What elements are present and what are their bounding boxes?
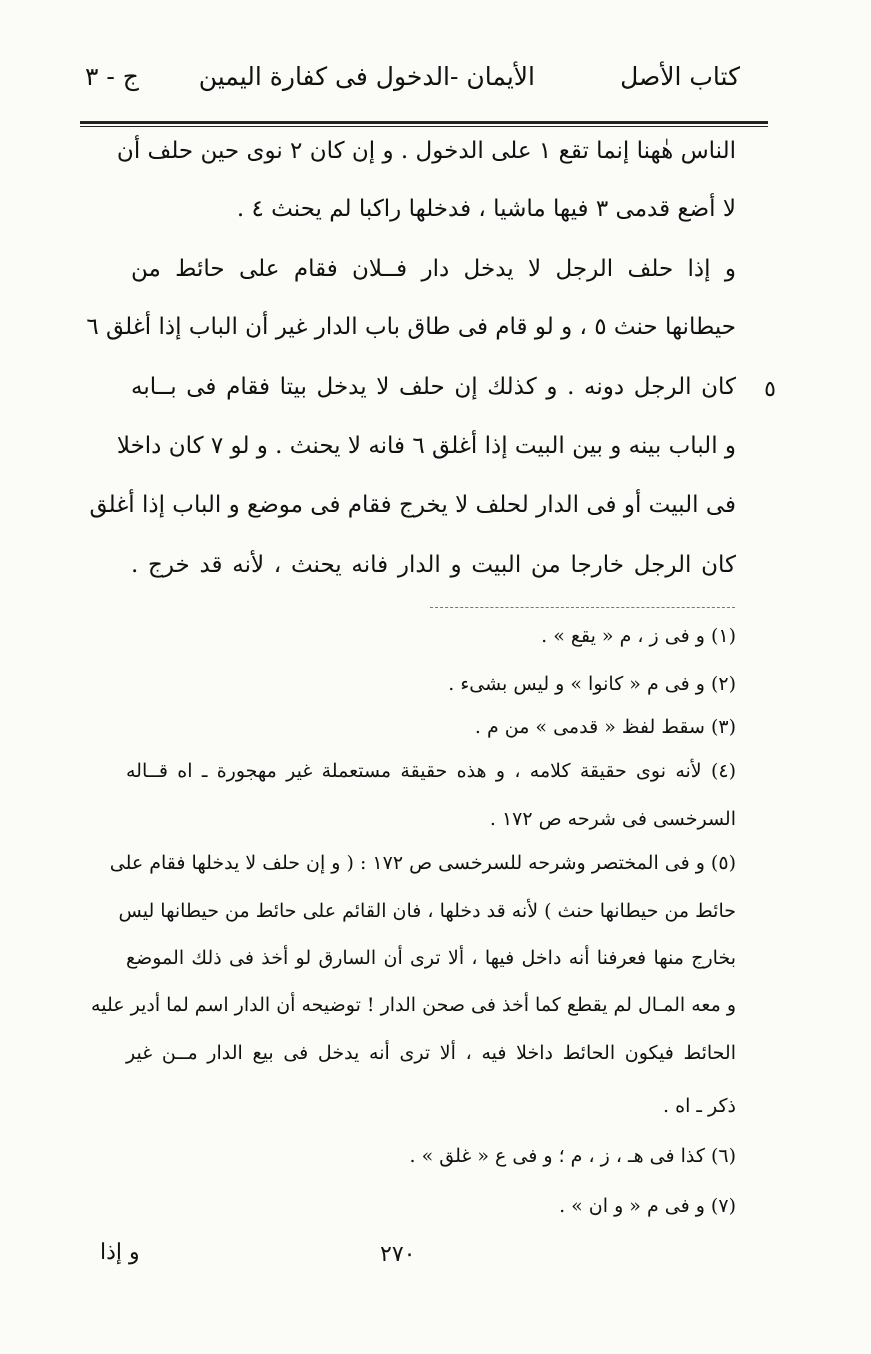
header-rule xyxy=(80,121,768,124)
body-line: و إذا حلف الرجل لا يدخل دار فــلان فقام على حائط من xyxy=(131,256,736,282)
running-header xyxy=(85,62,740,112)
volume-label: ج - ٣ xyxy=(85,62,139,91)
body-line: الناس هٰهنا إنما تقع ١ على الدخول . و إن كان ٢ نوى حين حلف أن xyxy=(116,138,736,164)
footnote: السرخسى فى شرحه ص ١٧٢ . xyxy=(489,808,736,830)
catchword: و إذا xyxy=(100,1240,140,1265)
footnote: (٦) كذا فى هـ ، ز ، م ؛ و فى ع « غلق » . xyxy=(409,1145,736,1167)
footnote: حائط من حيطانها حنث ) لأنه قد دخلها ، فان القائم على حائط من حيطانها ليس xyxy=(118,900,736,922)
footnote: بخارج منها فعرفنا أنه داخل فيها ، ألا ترى أن السارق لو أخذ فى ذلك الموضع xyxy=(126,947,736,969)
footnote: (٣) سقط لفظ « قدمى » من م . xyxy=(474,716,736,738)
footnote: (١) و فى ز ، م « يقع » . xyxy=(541,625,736,647)
header-rule-thin xyxy=(80,126,768,127)
body-line: حيطانها حنث ٥ ، و لو قام فى طاق باب الدار غير أن الباب إذا أغلق ٦ xyxy=(86,314,736,340)
footnote: و معه المـال لم يقطع كما أخذ فى صحن الدار ! توضيحه أن الدار اسم لما أدير عليه xyxy=(91,994,736,1016)
body-line: و الباب بينه و بين البيت إذا أغلق ٦ فانه لا يحنث . و لو ٧ كان داخلا xyxy=(116,433,736,459)
footnote: (٤) لأنه نوى حقيقة كلامه ، و هذه حقيقة مستعملة غير مهجورة ـ اه قــاله xyxy=(126,760,736,782)
body-line: كان الرجل دونه . و كذلك إن حلف لا يدخل بيتا فقام فى بــابه xyxy=(131,374,736,400)
footnote: (٧) و فى م « و ان » . xyxy=(559,1195,736,1217)
footnote: الحائط فيكون الحائط داخلا فيه ، ألا ترى أنه يدخل فى بيع الدار مــن غير xyxy=(126,1042,736,1064)
body-line: كان الرجل خارجا من البيت و الدار فانه يحنث ، لأنه قد خرج . xyxy=(131,552,736,578)
body-line: فى البيت أو فى الدار لحلف لا يخرج فقام فى موضع و الباب إذا أغلق xyxy=(89,492,736,518)
book-title: كتاب الأصل xyxy=(620,62,740,91)
chapter-title: الأيمان -الدخول فى كفارة اليمين xyxy=(198,62,535,91)
margin-line-number: ٥ xyxy=(764,377,776,402)
footnote-separator xyxy=(430,607,735,608)
footnote: (٥) و فى المختصر وشرحه للسرخسى ص ١٧٢ : ( و إن حلف لا يدخلها فقام على xyxy=(109,852,736,874)
page-number: ٢٧٠ xyxy=(380,1242,416,1267)
body-line: لا أضع قدمى ٣ فيها ماشيا ، فدخلها راكبا لم يحنث ٤ . xyxy=(236,196,736,222)
footnote: (٢) و فى م « كانوا » و ليس بشىء . xyxy=(448,673,736,695)
footnote: ذكر ـ اه . xyxy=(663,1095,736,1117)
